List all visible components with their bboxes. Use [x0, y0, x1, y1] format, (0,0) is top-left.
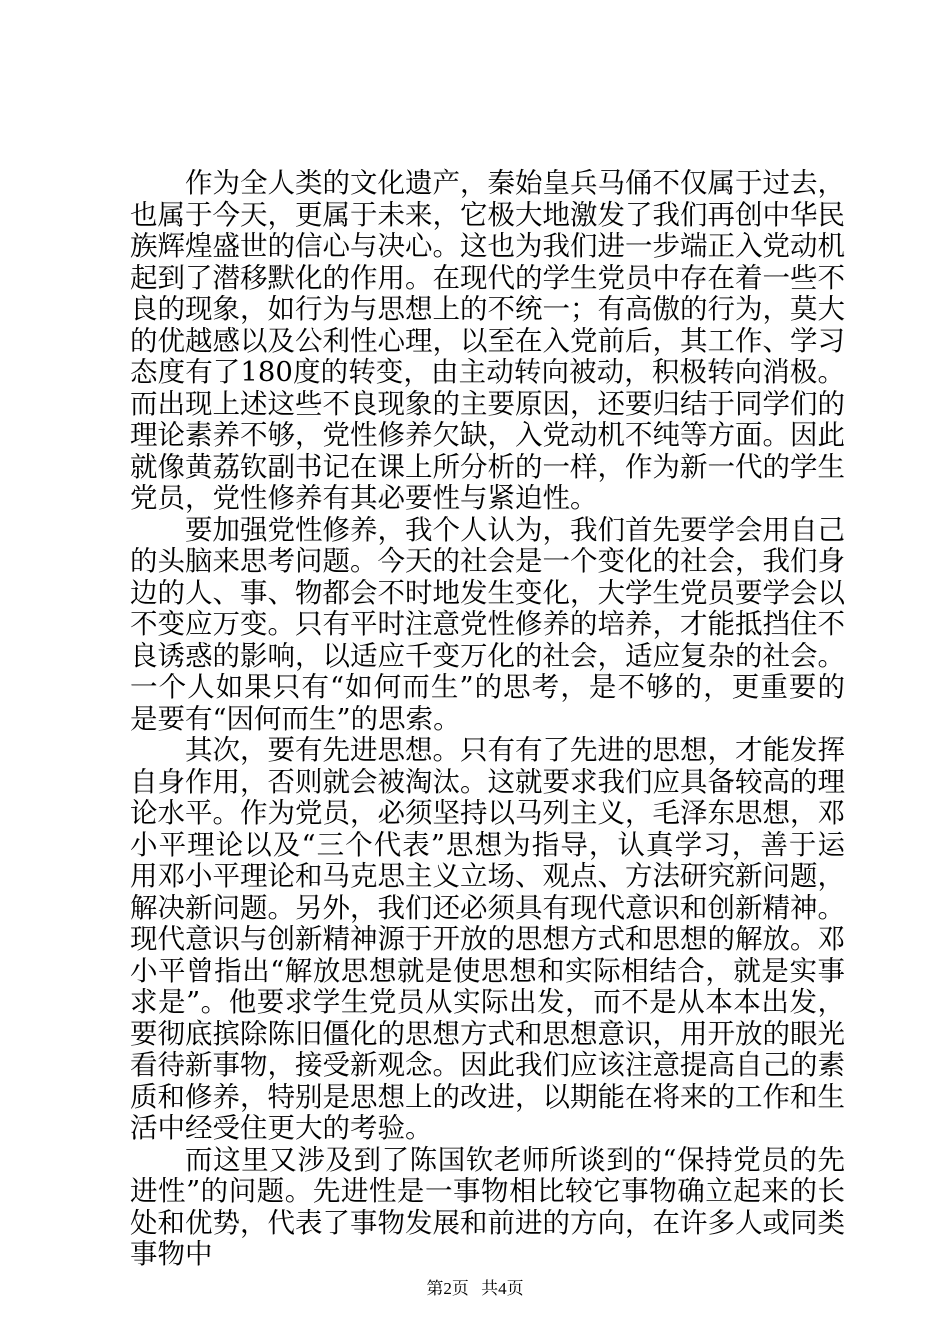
- paragraph-4: 而这里又涉及到了陈国钦老师所谈到的“保持党员的先进性”的问题。先进性是一事物相比较它事物确立起来的长处和优势，代表了事物发展和前进的方向，在许多人或同类事物中: [130, 1143, 845, 1270]
- page-footer: [0, 1278, 950, 1300]
- paragraph-3: 其次，要有先进思想。只有有了先进的思想，才能发挥自身作用，否则就会被淘汰。这就要求我们应具备较高的理论水平。作为党员，必须坚持以马列主义，毛泽东思想，邓小平理论以及“三个代表”思想为指导，认真学习，善于运用邓小平理论和马克思主义立场、观点、方法研究新问题，解决新问题。另外，我们还必须具有现代意识和创新精神。现代意识与创新精神源于开放的思想方式和思想的解放。邓小平曾指出“解放思想就是使思想和实际相结合，就是实事求是”。他要求学生党员从实际出发，而不是从本本出发，要彻底摈除陈旧僵化的思想方式和思想意识，用开放的眼光看待新事物，接受新观念。因此我们应该注意提高自己的素质和修养，特别是思想上的改进，以期能在将来的工作和生活中经受住更大的考验。: [130, 734, 845, 1144]
- page-number: 第2页: [426, 1279, 469, 1298]
- paragraph-2: 要加强党性修养，我个人认为，我们首先要学会用自己的头脑来思考问题。今天的社会是一个变化的社会，我们身边的人、事、物都会不时地发生变化，大学生党员要学会以不变应万变。只有平时注意党性修养的培养，才能抵挡住不良诱惑的影响，以适应千变万化的社会，适应复杂的社会。一个人如果只有“如何而生”的思考，是不够的，更重要的是要有“因何而生”的思索。: [130, 513, 845, 735]
- document-body: [130, 168, 845, 1271]
- page-total: 共4页: [481, 1279, 524, 1298]
- paragraph-1: 作为全人类的文化遗产，秦始皇兵马俑不仅属于过去，也属于今天，更属于未来，它极大地激发了我们再创中华民族辉煌盛世的信心与决心。这也为我们进一步端正入党动机起到了潜移默化的作用。在现代的学生党员中存在着一些不良的现象，如行为与思想上的不统一；有高傲的行为，莫大的优越感以及公利性心理，以至在入党前后，其工作、学习态度有了180度的转变，由主动转向被动，积极转向消极。而出现上述这些不良现象的主要原因，还要归结于同学们的理论素养不够，党性修养欠缺，入党动机不纯等方面。因此就像黄荔钦副书记在课上所分析的一样，作为新一代的学生党员，党性修养有其必要性与紧迫性。: [130, 167, 845, 514]
